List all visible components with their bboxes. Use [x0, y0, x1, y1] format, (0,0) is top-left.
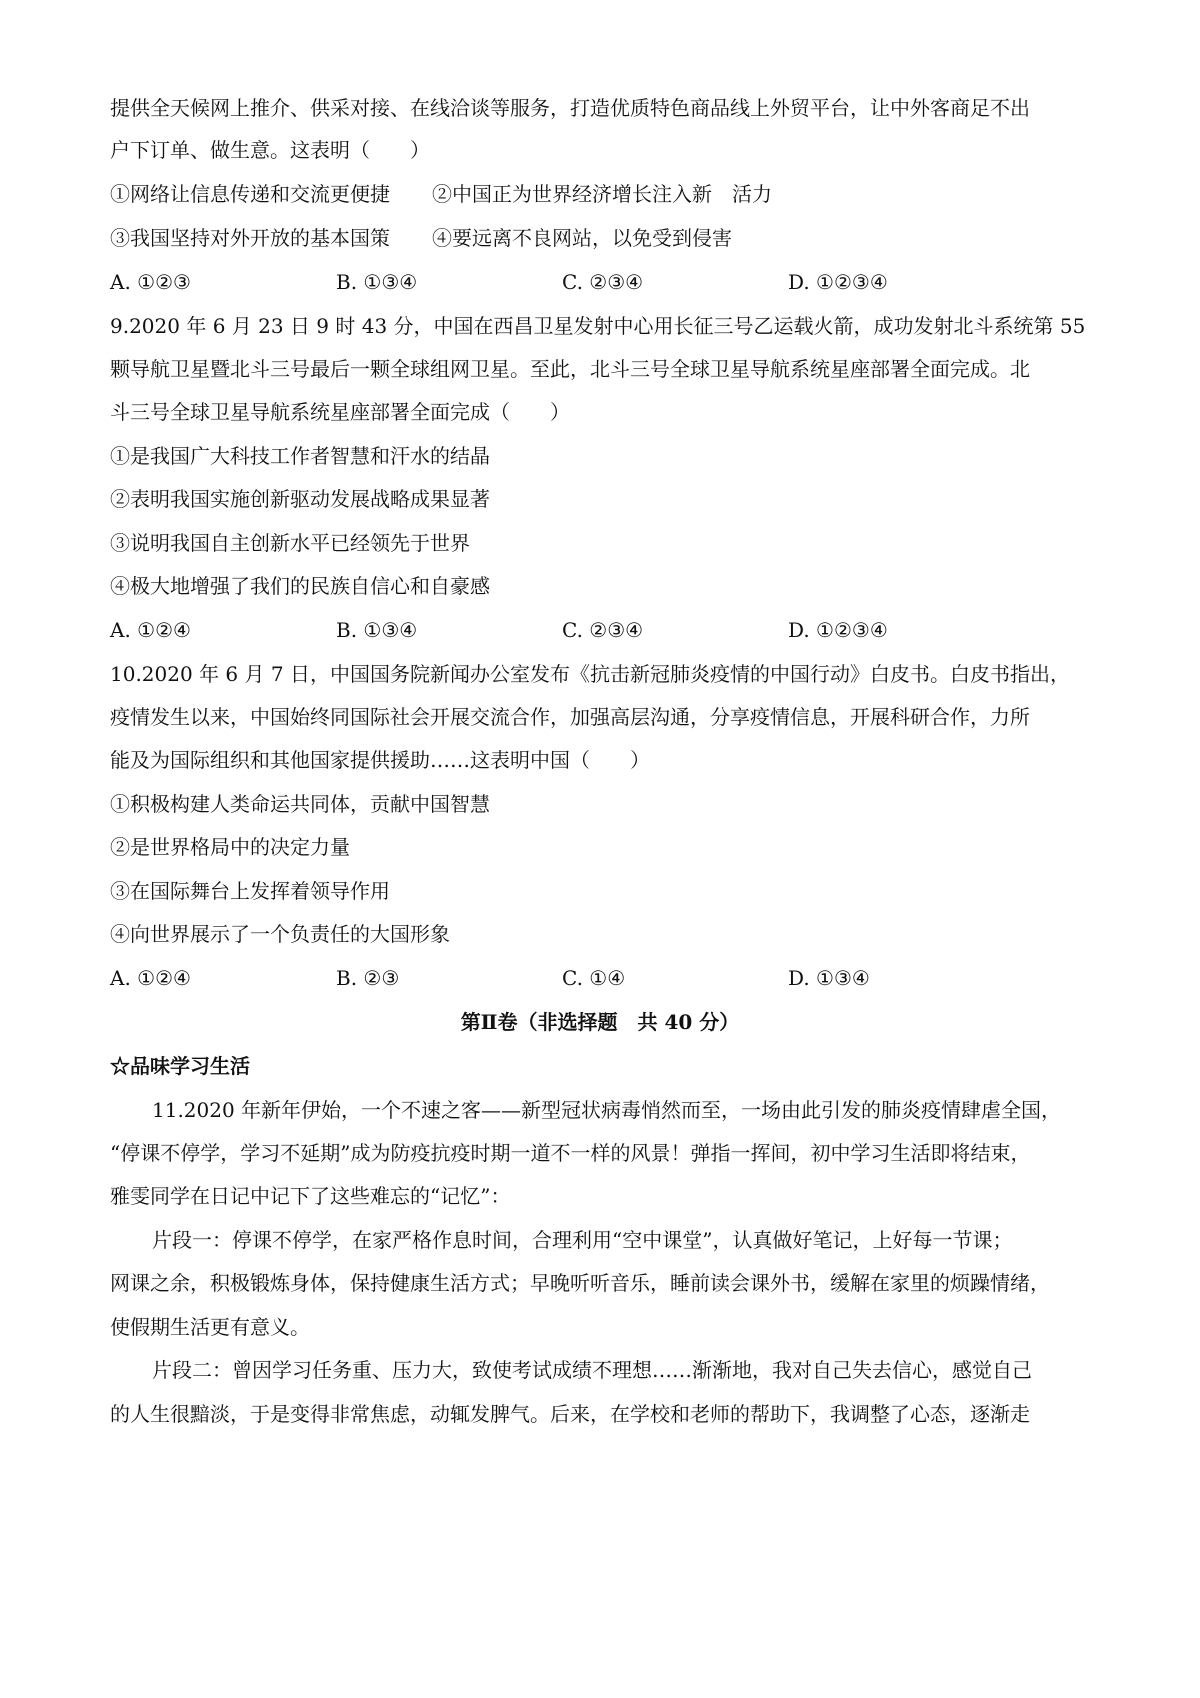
q9-option-d: D. ①②③④	[788, 618, 888, 642]
q9-option-b: B. ①③④	[336, 618, 418, 642]
q8-statement: ①网络让信息传递和交流更便捷	[110, 182, 390, 206]
q10-option-b: B. ②③	[336, 966, 400, 990]
q9-statement: ①是我国广大科技工作者智慧和汗水的结晶	[110, 444, 490, 468]
q10-statement: ①积极构建人类命运共同体，贡献中国智慧	[110, 792, 490, 816]
q9-stem-line: 9.2020 年 6 月 23 日 9 时 43 分，中国在西昌卫星发射中心用长征三号乙运载火箭，成功发射北斗系统第 55	[110, 314, 1086, 338]
q9-option-a: A. ①②④	[110, 618, 191, 642]
q10-stem-line: 10.2020 年 6 月 7 日，中国国务院新闻办公室发布《抗击新冠肺炎疫情的中国行动》白皮书。白皮书指出，	[110, 662, 1070, 686]
q8-option-c: C. ②③④	[562, 270, 644, 294]
q11-fragment1-line: 使假期生活更有意义。	[110, 1315, 310, 1339]
q9-stem-line: 斗三号全球卫星导航系统星座部署全面完成（ ）	[110, 400, 570, 424]
q8-statement: ②中国正为世界经济增长注入新 活力	[432, 182, 772, 206]
q11-fragment1-line: 片段一：停课不停学，在家严格作息时间，合理利用“空中课堂”，认真做好笔记，上好每一节课；	[152, 1228, 1013, 1252]
q10-option-d: D. ①③④	[788, 966, 870, 990]
q9-stem-line: 颗导航卫星暨北斗三号最后一颗全球组网卫星。至此，北斗三号全球卫星导航系统星座部署全面完成。北	[110, 357, 1030, 381]
q10-statement: ②是世界格局中的决定力量	[110, 835, 350, 859]
q8-stem-line: 提供全天候网上推介、供采对接、在线洽谈等服务，打造优质特色商品线上外贸平台，让中外客商足不出	[110, 96, 1030, 120]
q11-stem-line: 雅雯同学在日记中记下了这些难忘的“记忆”：	[110, 1184, 511, 1208]
q10-statement: ④向世界展示了一个负责任的大国形象	[110, 922, 450, 946]
section-heading: ☆品味学习生活	[110, 1054, 250, 1078]
q10-stem-line: 疫情发生以来，中国始终同国际社会开展交流合作，加强高层沟通，分享疫情信息，开展科研合作，力所	[110, 705, 1030, 729]
q8-statement: ③我国坚持对外开放的基本国策	[110, 226, 390, 250]
q10-stem-line: 能及为国际组织和其他国家提供援助……这表明中国（ ）	[110, 748, 650, 772]
q11-stem-line: 11.2020 年新年伊始，一个不速之客——新型冠状病毒悄然而至，一场由此引发的肺炎疫情肆虐全国，	[152, 1098, 1062, 1122]
q11-fragment2-line: 片段二：曾因学习任务重、压力大，致使考试成绩不理想……渐渐地，我对自己失去信心，感觉自己	[152, 1358, 1032, 1382]
q9-statement: ④极大地增强了我们的民族自信心和自豪感	[110, 574, 490, 598]
q11-stem-line: “停课不停学，学习不延期”成为防疫抗疫时期一道不一样的风景！弹指一挥间，初中学习生活即将结束，	[110, 1141, 1031, 1165]
q8-stem-line: 户下订单、做生意。这表明（ ）	[110, 138, 430, 162]
q10-option-c: C. ①④	[562, 966, 626, 990]
q9-option-c: C. ②③④	[562, 618, 644, 642]
part2-title: 第Ⅱ卷（非选择题 共 40 分）	[460, 1010, 740, 1034]
q8-option-b: B. ①③④	[336, 270, 418, 294]
q9-statement: ②表明我国实施创新驱动发展战略成果显著	[110, 487, 490, 511]
q11-fragment1-line: 网课之余，积极锻炼身体，保持健康生活方式；早晚听听音乐，睡前读会课外书，缓解在家里的烦躁情绪，	[110, 1271, 1050, 1295]
q8-statement: ④要远离不良网站，以免受到侵害	[432, 226, 732, 250]
q10-option-a: A. ①②④	[110, 966, 191, 990]
q9-statement: ③说明我国自主创新水平已经领先于世界	[110, 531, 470, 555]
q8-option-d: D. ①②③④	[788, 270, 888, 294]
q11-fragment2-line: 的人生很黯淡，于是变得非常焦虑，动辄发脾气。后来，在学校和老师的帮助下，我调整了心态，逐渐走	[110, 1402, 1030, 1426]
q10-statement: ③在国际舞台上发挥着领导作用	[110, 879, 390, 903]
q8-option-a: A. ①②③	[110, 270, 191, 294]
